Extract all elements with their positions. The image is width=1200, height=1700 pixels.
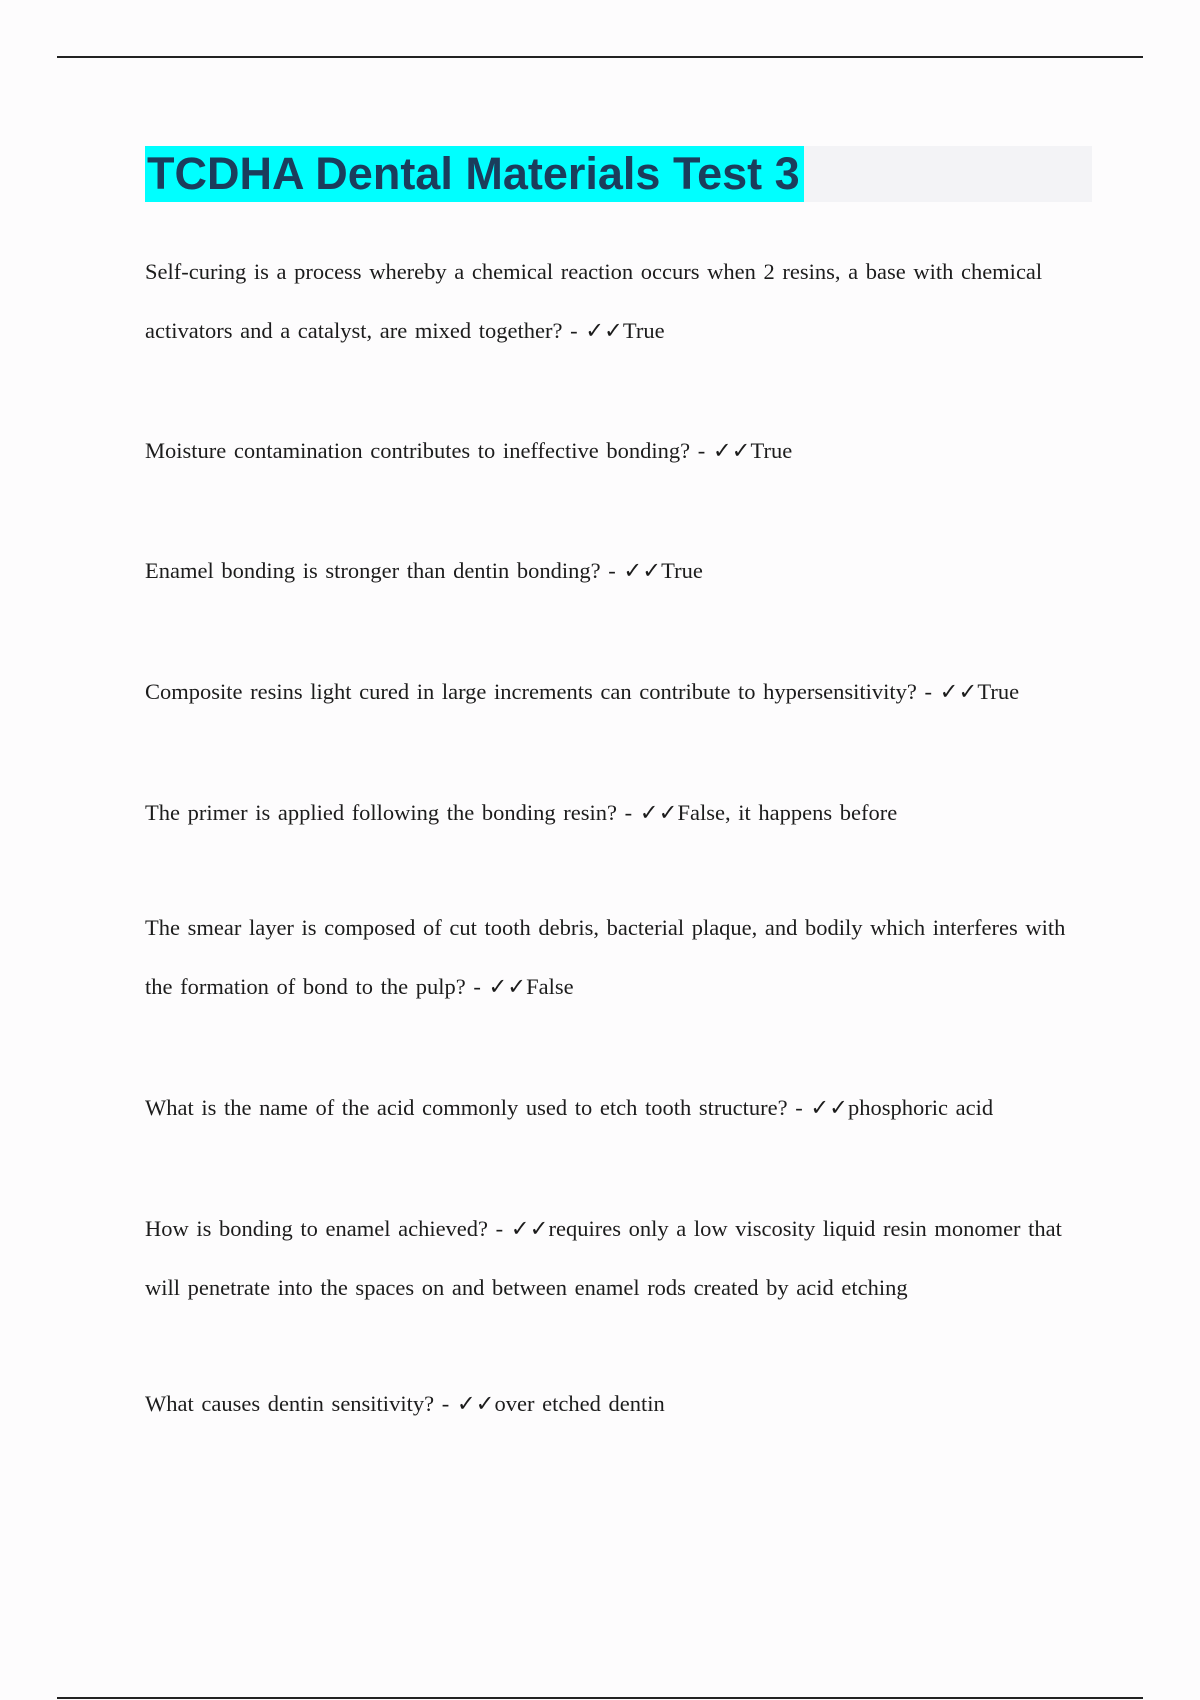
answer-text: True: [977, 679, 1020, 704]
check-mark-icon: ✓✓: [623, 558, 662, 583]
separator: -: [690, 438, 713, 463]
header-rule: [57, 56, 1143, 58]
footer-rule: [57, 1697, 1143, 1699]
check-mark-icon: ✓✓: [585, 318, 623, 343]
qa-item-9: [145, 1374, 1075, 1433]
answer-text: True: [661, 558, 703, 583]
check-mark-icon: ✓✓: [810, 1095, 849, 1120]
separator: -: [562, 318, 586, 343]
qa-item-3: [145, 541, 1075, 600]
answer-text: True: [750, 438, 793, 463]
separator: -: [916, 679, 940, 704]
qa-item-6: [145, 898, 1075, 1016]
answer-text: phosphoric acid: [848, 1095, 994, 1120]
qa-item-5: [145, 783, 1075, 842]
qa-item-8: [145, 1199, 1075, 1317]
answer-text: over etched dentin: [494, 1391, 665, 1416]
question-text: Composite resins light cured in large increments can contribute to hypersensitivity?: [145, 679, 917, 704]
separator: -: [787, 1095, 811, 1120]
separator: -: [488, 1216, 511, 1241]
document-title: TCDHA Dental Materials Test 3: [145, 146, 804, 202]
qa-item-7: [145, 1078, 1075, 1137]
answer-text: requires only a low viscosity liquid resin monomer that will penetrate into the spaces on and between enamel rods created by acid etching: [145, 1216, 1062, 1300]
question-text: Self-curing is a process whereby a chemical reaction occurs when 2 resins, a base with chemical activators and a catalyst, are mixed together?: [145, 259, 1043, 343]
separator: -: [617, 800, 640, 825]
separator: -: [434, 1391, 457, 1416]
answer-text: True: [622, 318, 665, 343]
check-mark-icon: ✓✓: [488, 974, 527, 999]
check-mark-icon: ✓✓: [639, 800, 678, 825]
qa-item-2: [145, 421, 1075, 480]
answer-text: False: [526, 974, 574, 999]
check-mark-icon: ✓✓: [456, 1391, 495, 1416]
check-mark-icon: ✓✓: [510, 1216, 549, 1241]
check-mark-icon: ✓✓: [712, 438, 751, 463]
qa-item-4: [145, 662, 1075, 721]
question-text: Moisture contamination contributes to ineffective bonding?: [145, 438, 691, 463]
answer-text: False, it happens before: [677, 800, 898, 825]
check-mark-icon: ✓✓: [939, 679, 978, 704]
question-text: Enamel bonding is stronger than dentin bonding?: [145, 558, 601, 583]
qa-item-1: [145, 242, 1075, 360]
question-text: The primer is applied following the bonding resin?: [145, 800, 618, 825]
separator: -: [600, 558, 624, 583]
question-text: How is bonding to enamel achieved?: [145, 1216, 489, 1241]
question-text: What causes dentin sensitivity?: [145, 1391, 435, 1416]
separator: -: [465, 974, 489, 999]
question-text: The smear layer is composed of cut tooth debris, bacterial plaque, and bodily which interferes with the formation of bond to the pulp?: [145, 915, 1066, 999]
question-text: What is the name of the acid commonly used to etch tooth structure?: [145, 1095, 788, 1120]
